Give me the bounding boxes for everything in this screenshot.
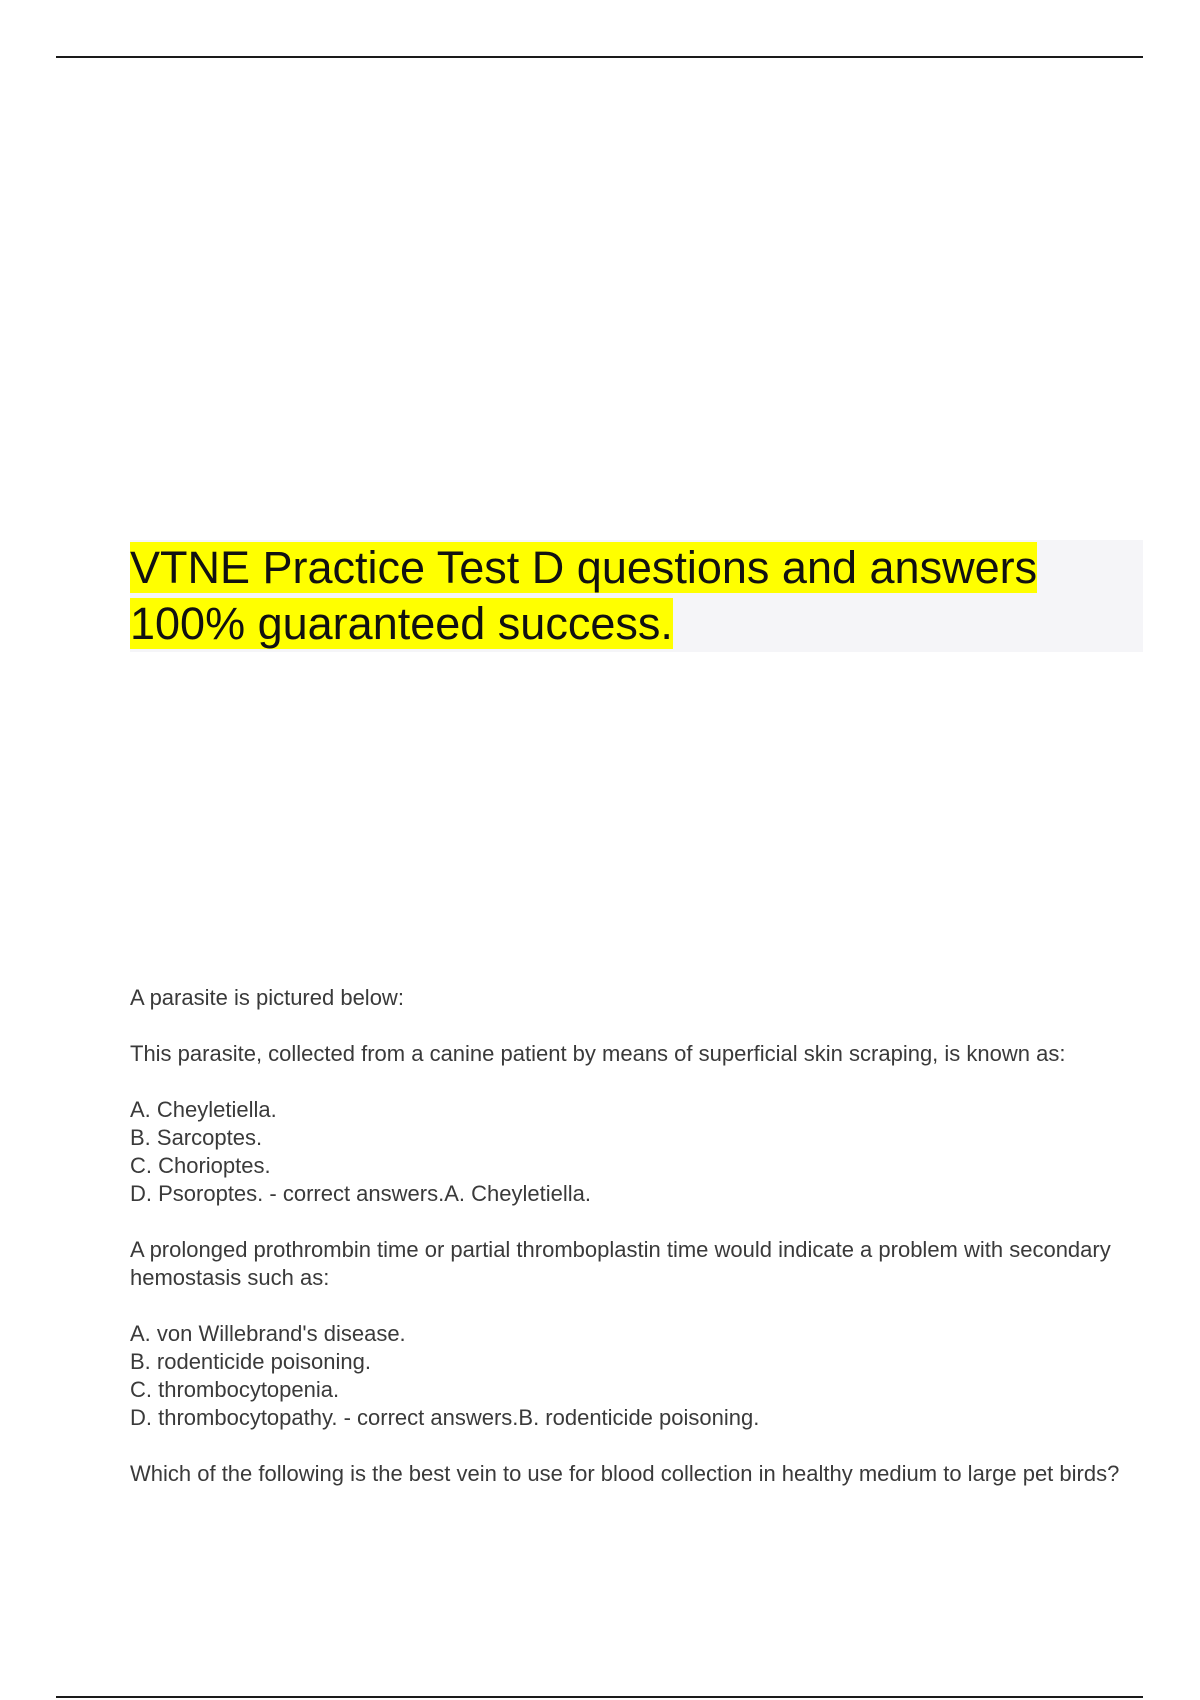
question-1-intro: A parasite is pictured below: <box>130 985 404 1010</box>
question-2-prompt: A prolonged prothrombin time or partial thromboplastin time would indicate a problem with secondary hemostasis such as: <box>130 1237 1111 1290</box>
footer-rule <box>56 1696 1143 1698</box>
question-1-option-a: A. Cheyletiella. <box>130 1097 277 1122</box>
document-title <box>130 540 1143 652</box>
question-1-option-c: C. Chorioptes. <box>130 1153 271 1178</box>
question-2-option-d: D. thrombocytopathy. - correct answers.B. rodenticide poisoning. <box>130 1405 760 1430</box>
header-rule <box>56 56 1143 58</box>
title-line-1: VTNE Practice Test D questions and answers <box>130 542 1038 593</box>
question-list <box>130 984 1130 1488</box>
title-line-2: 100% guaranteed success. <box>130 598 673 649</box>
question-1-option-b: B. Sarcoptes. <box>130 1125 263 1150</box>
question-2-option-c: C. thrombocytopenia. <box>130 1377 340 1402</box>
question-1-prompt: This parasite, collected from a canine patient by means of superficial skin scraping, is known as: <box>130 1041 1066 1066</box>
question-2-option-a: A. von Willebrand's disease. <box>130 1321 406 1346</box>
question-1-option-d: D. Psoroptes. - correct answers.A. Cheyletiella. <box>130 1181 591 1206</box>
question-3-prompt: Which of the following is the best vein to use for blood collection in healthy medium to large pet birds? <box>130 1461 1120 1486</box>
question-2-option-b: B. rodenticide poisoning. <box>130 1349 371 1374</box>
